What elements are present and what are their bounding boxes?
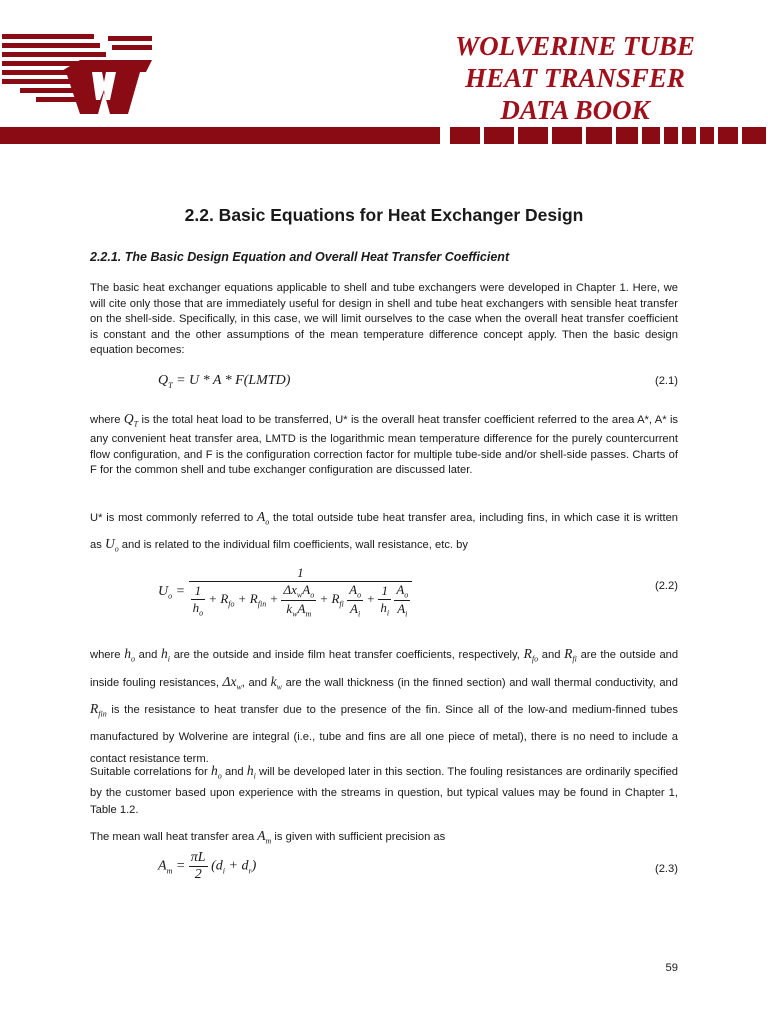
- page-number: 59: [665, 962, 678, 974]
- header-band-block: [518, 127, 548, 144]
- equation-number-2-1: (2.1): [654, 375, 678, 387]
- equation-2-2: $U_o$ = 1 $\frac{1}{h_o}$ + $R_{fo} + R_{fin}$ + $\frac{\Delta x_wA_o}{k_wA_m}$ + $R_{fi}$ $\frac{A_o}{A_i}$ + $\frac{1}{h_i}$ $\frac{A_o}{A_i}$: [158, 565, 412, 618]
- header-band-block: [664, 127, 678, 144]
- header-band-block: [616, 127, 638, 144]
- header-band-block: [700, 127, 714, 144]
- book-title: [450, 30, 700, 126]
- header-band-block: [642, 127, 660, 144]
- header-band: [0, 127, 768, 144]
- header-band-block: [718, 127, 738, 144]
- header-band-bar: [0, 127, 440, 144]
- paragraph-intro: The basic heat exchanger equations applicable to shell and tube exchangers were developed in Chapter 1. Here, we will cite only those that are immediately useful for design in shell and tube heat exchangers with sensible heat transfer on the shell-side. Specifically, in this case, we will limit ourselves to the case when the overall heat transfer coefficient is constant and the other assumptions of the mean temperature difference concept apply. Then the basic design equation becomes:: [90, 282, 678, 357]
- book-title-line-2: HEAT TRANSFER: [465, 63, 685, 93]
- section-title: 2.2. Basic Equations for Heat Exchanger Design: [184, 205, 584, 225]
- header-band-block: [682, 127, 696, 144]
- equation-number-2-3: (2.3): [654, 863, 678, 875]
- equation-2-1: $Q_T = U * A$ * F(LMTD): [158, 373, 291, 390]
- header-band-block: [450, 127, 480, 144]
- header-band-block: [552, 127, 582, 144]
- paragraph-correlations: Suitable correlations for $h_o$ and $h_i$ will be developed later in this section. The fouling resistances are ordinarily specified by the customer based upon experience with the streams in question, but typical values may be found in Chapter 1, Table 1.2.: [90, 763, 679, 816]
- book-title-line-3: DATA BOOK: [500, 95, 650, 125]
- paragraph-outside-area: U* is most commonly referred to $A_o$ the total outside tube heat transfer area, including fins, in which case it is written as $U_o$ and is related to the individual film coefficients, wall resistance, etc. by: [90, 509, 679, 554]
- book-title-line-1: WOLVERINE TUBE: [455, 31, 695, 61]
- paragraph-coefficients: where $h_o$ and $h_i$ are the outside and inside film heat transfer coefficients, respectively, $R_{fo}$ and $R_{fi}$ are the outside and inside fouling resistances, $\Delta x_w$, and $k_w$ are the wall thickness (in the finned section) and wall thermal conductivity, and $R_{fin}$ is the resistance to heat transfer due to the presence of the fin. Since all of the low-and medium-finned tubes manufactured by Wolverine are integral (i.e., tube and fins are all one piece of metal), there is no need to include a contact resistance term.: [90, 646, 679, 766]
- paragraph-definitions: where $Q_T$ is the total heat load to be transferred, U* is the overall heat transfer coefficient referred to the area A*, A* is any convenient heat transfer area, LMTD is the logarithmic mean temperature difference for the purely countercurrent flow configuration, and F is the configuration correction factor for multiple tube-side and/or shell-side passes. Charts of F for the common shell and tube exchanger configuration are discussed later.: [90, 411, 679, 477]
- subsection-title: 2.2.1. The Basic Design Equation and Overall Heat Transfer Coefficient: [90, 250, 510, 264]
- paragraph-mean-wall-area: The mean wall heat transfer area $A_m$ is given with sufficient precision as: [90, 828, 446, 846]
- equation-2-3: $A_m$ = $\frac{\pi L}{2}$ $(d_i + d_r)$: [158, 850, 257, 882]
- wolverine-logo: [0, 30, 160, 120]
- header-band-block: [586, 127, 612, 144]
- equation-number-2-2: (2.2): [654, 580, 678, 592]
- header-band-block: [742, 127, 766, 144]
- header-band-block: [484, 127, 514, 144]
